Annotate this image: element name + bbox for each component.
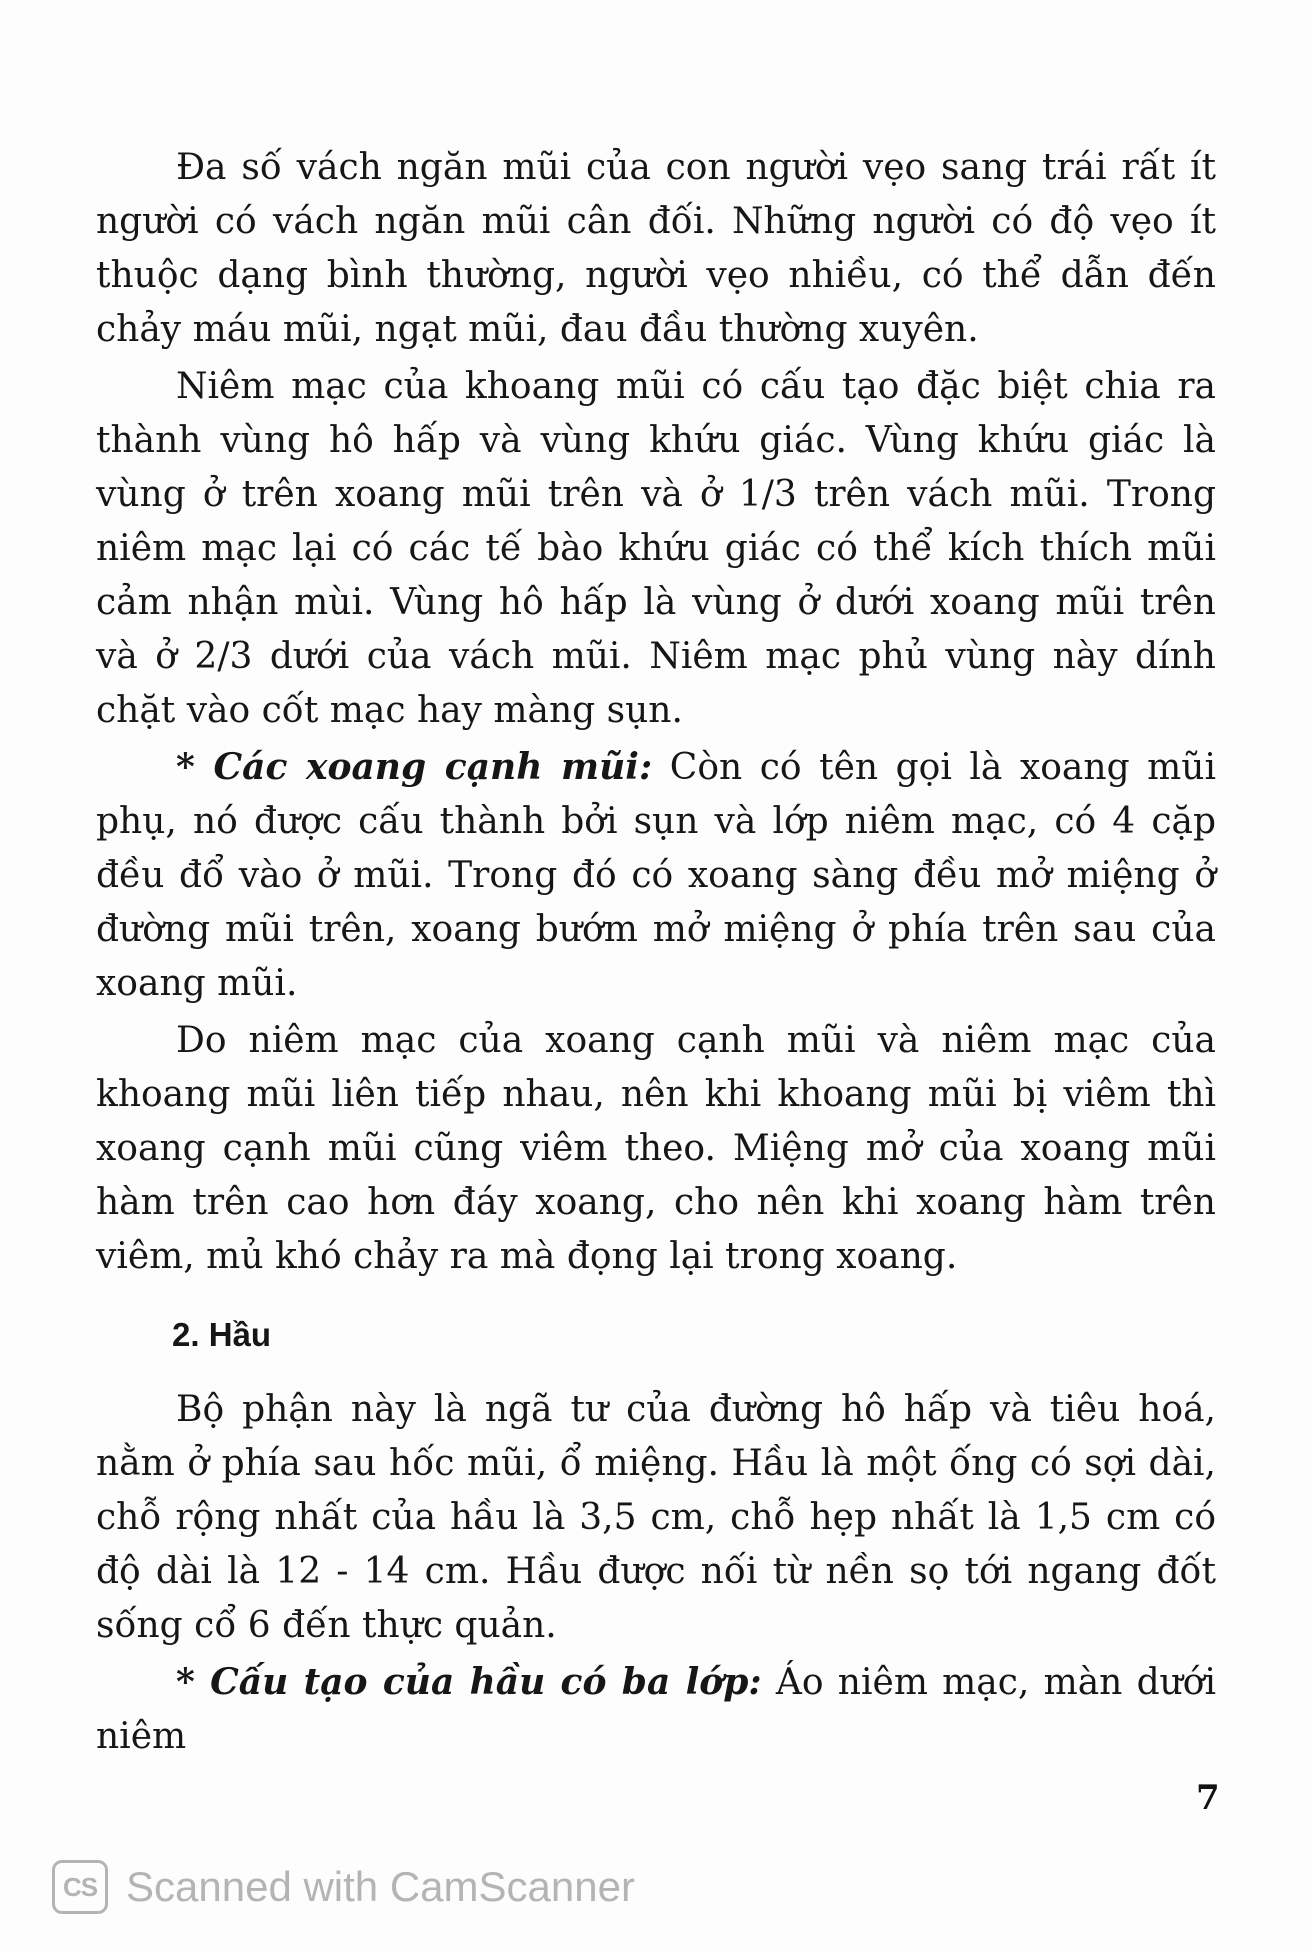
paragraph-pharynx-layers — [96, 1655, 1216, 1764]
paragraph-sinuses — [96, 740, 1216, 1011]
paragraph-text: Áo niêm mạc, màn dưới niêm — [96, 1662, 1216, 1757]
page-body — [96, 140, 1216, 1766]
paragraph-text: Còn có tên gọi là xoang mũi phụ, nó được cấu thành bởi sụn và lớp niêm mạc, có 4 cặp đều đổ vào ở mũi. Trong đó có xoang sàng đều mở miệng ở đường mũi trên, xoang bướm mở miệng ở phía trên sau của xoang mũi. — [96, 747, 1217, 1004]
paragraph-mucosa — [96, 359, 1216, 738]
page-number: 7 — [1196, 1778, 1220, 1818]
paragraph-septum — [96, 140, 1216, 357]
paragraph-text: Niêm mạc của khoang mũi có cấu tạo đặc biệt chia ra thành vùng hô hấp và vùng khứu giác. Vùng khứu giác là vùng ở trên xoang mũi trên và ở 1/3 trên vách mũi. Trong niêm mạc lại có các tế bào khứu giác có thể kích thích mũi cảm nhận mùi. Vùng hô hấp là vùng ở dưới xoang mũi trên và ở 2/3 dưới của vách mũi. Niêm mạc phủ vùng này dính chặt vào cốt mạc hay màng sụn. — [96, 366, 1216, 731]
watermark-text: Scanned with CamScanner — [126, 1863, 635, 1910]
paragraph-pharynx — [96, 1382, 1216, 1653]
camscanner-watermark — [52, 1852, 635, 1922]
paragraph-lead: * Các xoang cạnh mũi: — [176, 746, 653, 788]
paragraph-lead: * Cấu tạo của hầu có ba lớp: — [176, 1661, 762, 1703]
paragraph-sinus-inflammation — [96, 1013, 1216, 1284]
camscanner-logo-icon: CS — [52, 1860, 108, 1914]
paragraph-text: Bộ phận này là ngã tư của đường hô hấp và tiêu hoá, nằm ở phía sau hốc mũi, ổ miệng. Hầu là một ống có sợi dài, chỗ rộng nhất của hầu là 3,5 cm, chỗ hẹp nhất là 1,5 cm có độ dài là 12 - 14 cm. Hầu được nối từ nền sọ tới ngang đốt sống cổ 6 đến thực quản. — [96, 1389, 1216, 1646]
paragraph-text: Đa số vách ngăn mũi của con người vẹo sang trái rất ít người có vách ngăn mũi cân đối. Những người có độ vẹo ít thuộc dạng bình thường, người vẹo nhiều, có thể dẫn đến chảy máu mũi, ngạt mũi, đau đầu thường xuyên. — [96, 147, 1216, 350]
paragraph-text: Do niêm mạc của xoang cạnh mũi và niêm mạc của khoang mũi liên tiếp nhau, nên khi khoang mũi bị viêm thì xoang cạnh mũi cũng viêm theo. Miệng mở của xoang mũi hàm trên cao hơn đáy xoang, cho nên khi xoang hàm trên viêm, mủ khó chảy ra mà đọng lại trong xoang. — [96, 1020, 1216, 1277]
section-heading: 2. Hầu — [172, 1316, 272, 1353]
